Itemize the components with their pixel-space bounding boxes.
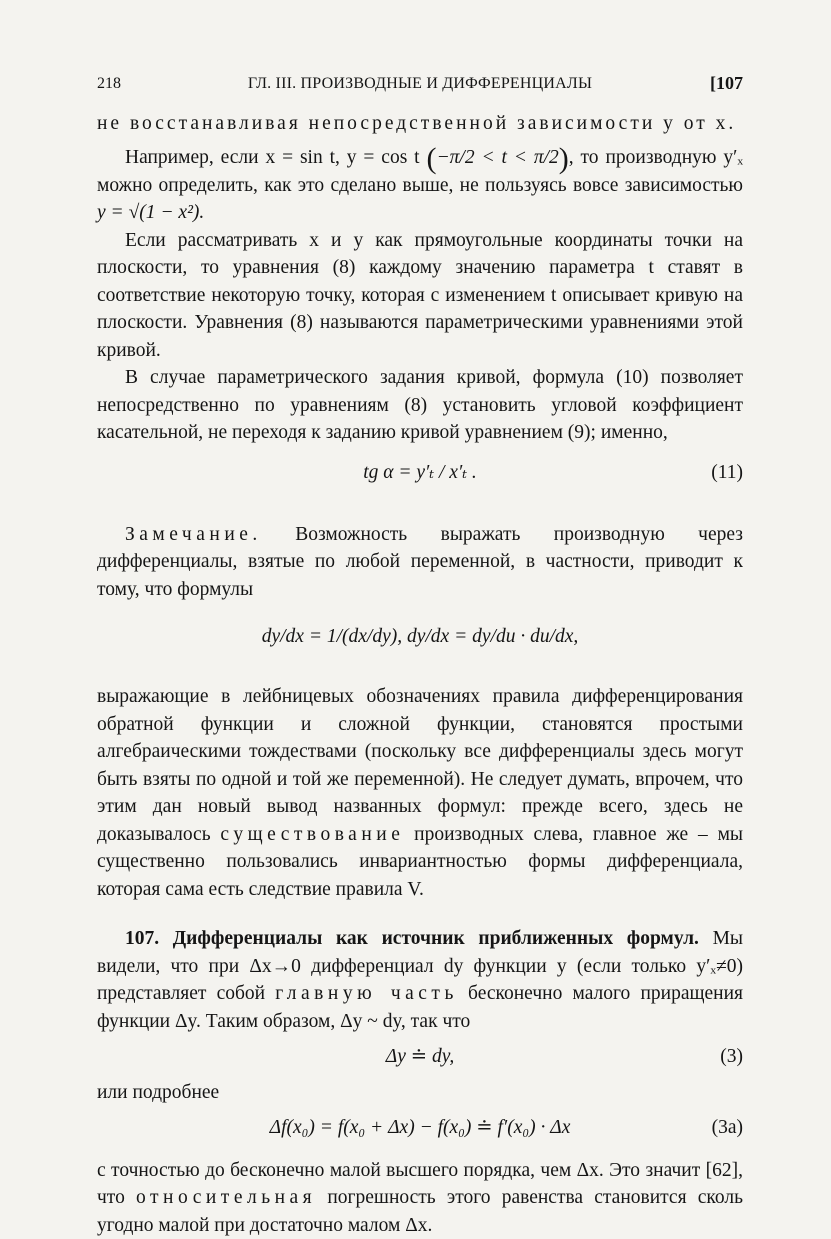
paragraph-5-end: производных слева, главное же – мы существенно пользовались инвариантностью формы дифференциала, которая сама есть следствие правила V. [97, 823, 744, 900]
remark-label: Замечание. [125, 523, 262, 545]
sqrt-formula: y = √(1 − x²). [97, 202, 205, 224]
section-107-end: бесконечно малого приращения функции Δy. Таким образом, Δy ~ dy, так что [97, 983, 744, 1032]
paragraph-1: не восстанавливая непосредственной зависимости y от x. [97, 113, 737, 134]
or-more-label: или подробнее [97, 1082, 220, 1104]
book-page [97, 66, 743, 1239]
paragraph-5-start: выражающие в лейбницевых обозначениях правила дифференцирования обратной функции и сложной функции, становятся простыми алгебраическими тождествами (поскольку все дифференциалы здесь могут быть взяты по одной и той же переменной). Не следует думать, впрочем, что этим дан новый вывод названных формул: прежде всего, здесь не доказывалось [97, 686, 743, 845]
formula-3-expr: Δy ≐ dy, [385, 1046, 455, 1068]
page-number: 218 [97, 75, 121, 92]
formula-3-number: (3) [720, 1046, 743, 1068]
paragraph-3: Если рассматривать x и y как прямоугольные координаты точки на плоскости, то уравнения (8) каждому значению параметра t ставят в соответствие некоторую точку, которая с изменением t описывает кривую на плоскости. Уравнения (8) называются параметрическими уравнениями этой кривой. [97, 229, 743, 361]
range-formula: −π/2 < t < π/2 [436, 146, 559, 168]
section-marker: [107 [710, 73, 743, 93]
final-emphasis: относительная [136, 1187, 317, 1209]
chapter-title: ГЛ. III. ПРОИЗВОДНЫЕ И ДИФФЕРЕНЦИАЛЫ [247, 75, 593, 92]
final-end: погрешность этого равенства становится сколь угодно малой при достаточно малом Δx. [97, 1187, 743, 1236]
formula-11-number: (11) [711, 461, 743, 483]
formula-3a-number: (3а) [711, 1116, 743, 1138]
formula-11 [97, 451, 743, 495]
formula-11-expr: tg α = y′ₜ / x′ₜ . [363, 461, 477, 483]
formula-3 [97, 1039, 743, 1075]
paragraph-5-emphasis: существование [220, 823, 405, 845]
paragraph-4: В случае параметрического задания кривой, формула (10) позволяет непосредственно по уравнениям (8) установить угловой коэффициент касательной, не переходя к заданию кривой уравнением (9); именно, [97, 367, 743, 444]
section-107-start: Мы видели, что при Δx→0 дифференциал dy функции y (если только y′ₓ≠0) представляет собой [97, 928, 744, 1005]
final-start: с точностью до бесконечно малой высшего порядка, чем Δx. Это значит [62], что [97, 1159, 743, 1209]
paragraph-2-end: то производную y′ₓ можно определить, как это сделано выше, не пользуясь вовсе зависимостью [97, 146, 744, 196]
section-107-emphasis: главную часть [275, 983, 458, 1005]
final-paragraph [97, 1157, 743, 1239]
section-107 [97, 925, 743, 1035]
formula-3a [97, 1111, 743, 1145]
leibniz-expr: dy/dx = 1/(dx/dy), dy/dx = dy/du · du/dx, [261, 626, 579, 648]
formula-3a-expr: Δf(x₀) = f(x₀ + Δx) − f(x₀) ≐ f′(x₀) · Δx [269, 1116, 571, 1138]
leibniz-formulas [97, 607, 743, 667]
section-107-title: 107. Дифференциалы как источник приближенных формул. [125, 928, 699, 950]
paragraph-2: Например, если x = sin t, y = cos t (−π/2 < t < π/2), то производную y′ₓ можно определить, как это сделано выше, не пользуясь вовсе зависимостью y = √(1 − x²). [97, 141, 744, 224]
paragraph-5 [97, 683, 743, 903]
page-header [97, 66, 743, 96]
remark-paragraph [97, 521, 743, 604]
remark-text: Возможность выражать производную через дифференциалы, взятые по любой переменной, в частности, приводит к тому, что формулы [97, 523, 743, 600]
paragraph-2-start: Например, если x = sin t, y = cos t [125, 146, 420, 168]
